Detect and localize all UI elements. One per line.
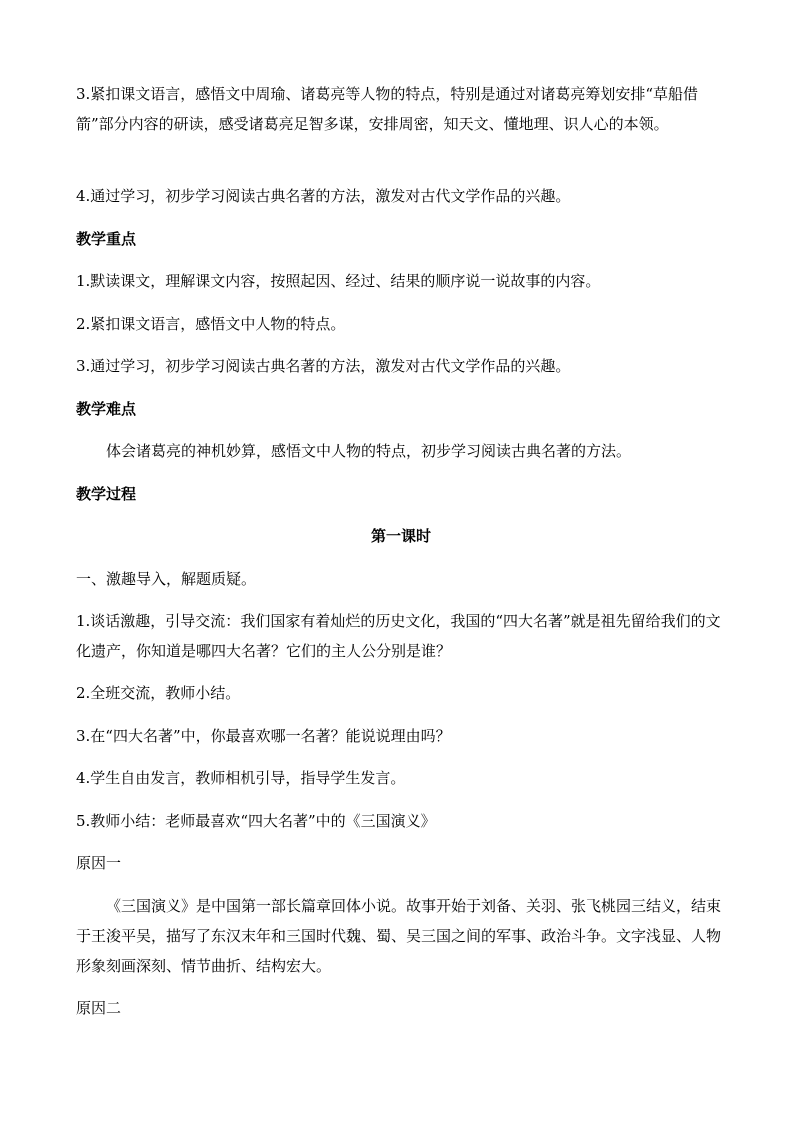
intro-item-4: 4.学生自由发言，教师相机引导，指导学生发言。	[76, 769, 406, 787]
reason-1-text: 《三国演义》是中国第一部长篇章回体小说。故事开始于刘备、关羽、张飞桃园三结义，结束于王浚平吴，描写了东汉末年和三国时代魏、蜀、吴三国之间的军事、政治斗争。文字浅显、人物形象刻画深刻、情节曲折、结构宏大。	[76, 897, 722, 975]
heading-teaching-focus: 教学重点	[76, 230, 137, 248]
section-1-title: 一、激趣导入，解题质疑。	[76, 570, 257, 588]
objective-4: 4.通过学习，初步学习阅读古典名著的方法，激发对古代文学作品的兴趣。	[76, 187, 571, 205]
focus-item-2: 2.紧扣课文语言，感悟文中人物的特点。	[76, 315, 346, 333]
intro-item-2: 2.全班交流，教师小结。	[76, 684, 241, 702]
focus-item-1: 1.默读课文，理解课文内容，按照起因、经过、结果的顺序说一说故事的内容。	[76, 272, 601, 290]
heading-teaching-process: 教学过程	[76, 485, 137, 503]
lesson-title: 第一课时	[370, 527, 431, 545]
reason-1-label: 原因一	[76, 854, 122, 872]
intro-item-5: 5.教师小结：老师最喜欢“四大名著”中的《三国演义》	[76, 812, 436, 830]
intro-item-3: 3.在“四大名著”中，你最喜欢哪一名著？能说说理由吗？	[76, 727, 451, 745]
difficulty-text: 体会诸葛亮的神机妙算，感悟文中人物的特点，初步学习阅读古典名著的方法。	[106, 442, 632, 460]
intro-item-1: 1.谈话激趣，引导交流：我们国家有着灿烂的历史文化，我国的“四大名著”就是祖先留给我们的文化遗产，你知道是哪四大名著？它们的主人公分别是谁？	[76, 612, 721, 660]
reason-2-label: 原因二	[76, 999, 122, 1017]
objective-3: 3.紧扣课文语言，感悟文中周瑜、诸葛亮等人物的特点，特别是通过对诸葛亮筹划安排“草船借箭”部分内容的研读，感受诸葛亮足智多谋，安排周密，知天文、懂地理、识人心的本领。	[76, 85, 698, 133]
focus-item-3: 3.通过学习，初步学习阅读古典名著的方法，激发对古代文学作品的兴趣。	[76, 357, 571, 375]
heading-teaching-difficulty: 教学难点	[76, 400, 137, 418]
